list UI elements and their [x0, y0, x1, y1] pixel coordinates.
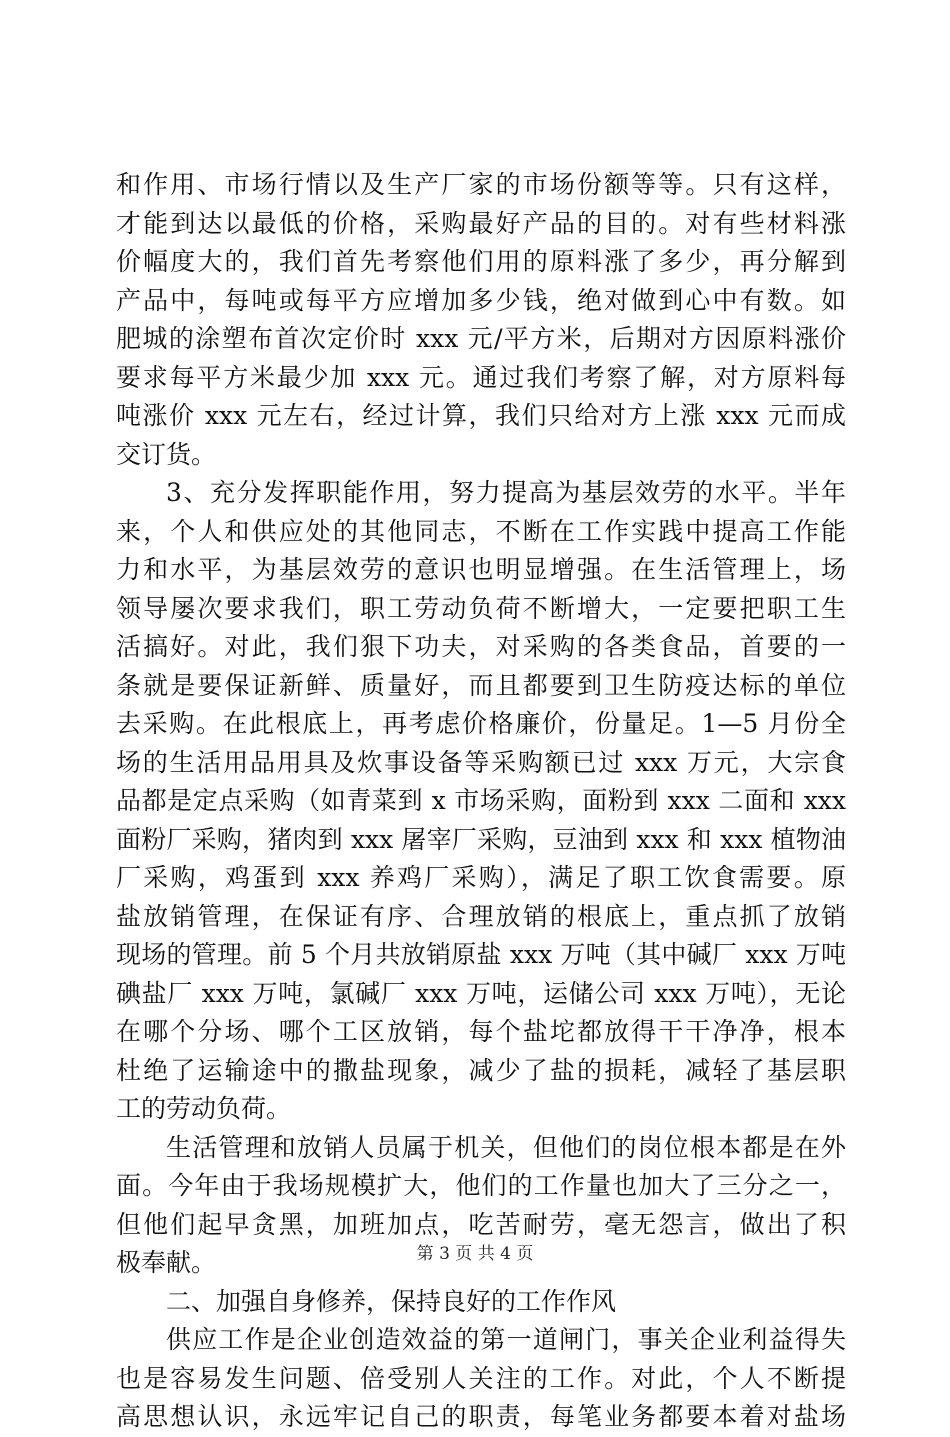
text-line: 来，个人和供应处的其他同志，不断在工作实践中提高工作能 [116, 516, 846, 546]
text-line: 吨涨价 xxx 元左右，经过计算，我们只给对方上涨 xxx 元而成 [116, 401, 846, 430]
text-line: 高思想认识，永远牢记自己的职责，每笔业务都要本着对盐场 [116, 1402, 846, 1431]
text-line: 厂采购，鸡蛋到 xxx 养鸡厂采购），满足了职工饮食需要。原 [116, 863, 846, 892]
text-line: 产品中，每吨或每平方应增加多少钱，绝对做到心中有数。如 [116, 285, 846, 315]
text-line: 活搞好。对此，我们狠下功夫，对采购的各类食品，首要的一 [116, 632, 846, 661]
text-line: 现场的管理。前 5 个月共放销原盐 xxx 万吨（其中碱厂 xxx 万吨 [116, 940, 846, 969]
text-line: 要求每平方米最少加 xxx 元。通过我们考察了解，对方原料每 [116, 362, 846, 392]
page-footer: 第 3 页 共 4 页 [416, 1244, 534, 1264]
text-line: 价幅度大的，我们首先考察他们用的原料涨了多少，再分解到 [116, 247, 846, 276]
paragraph-start-line: 3、充分发挥职能作用，努力提高为基层效劳的水平。半年 [166, 478, 846, 507]
text-line: 交订货。 [116, 439, 217, 469]
text-line: 盐放销管理，在保证有序、合理放销的根底上，重点抓了放销 [116, 901, 846, 931]
text-line: 极奉献。 [116, 1248, 217, 1277]
text-line: 面。今年由于我场规模扩大，他们的工作量也加大了三分之一， [116, 1171, 846, 1200]
text-line: 才能到达以最低的价格，采购最好产品的目的。对有些材料涨 [116, 208, 846, 238]
text-line: 肥城的涂塑布首次定价时 xxx 元/平方米，后期对方因原料涨价 [116, 324, 846, 353]
text-line: 和作用、市场行情以及生产厂家的市场份额等等。只有这样， [116, 170, 846, 199]
text-line: 面粉厂采购，猪肉到 xxx 屠宰厂采购，豆油到 xxx 和 xxx 植物油 [116, 824, 846, 854]
text-line: 在哪个分场、哪个工区放销，每个盐坨都放得干干净净，根本 [116, 1017, 846, 1046]
text-line: 条就是要保证新鲜、质量好，而且都要到卫生防疫达标的单位 [116, 670, 846, 700]
section-heading: 二、加强自身修养，保持良好的工作作风 [166, 1286, 617, 1316]
text-line: 碘盐厂 xxx 万吨，氯碱厂 xxx 万吨，运储公司 xxx 万吨），无论 [116, 978, 846, 1008]
text-line: 场的生活用品用具及炊事设备等采购额已过 xxx 万元，大宗食 [116, 747, 846, 777]
text-line: 也是容易发生问题、倍受别人关注的工作。对此，个人不断提 [116, 1363, 846, 1393]
text-line: 品都是定点采购（如青菜到 x 市场采购，面粉到 xxx 二面和 xxx [116, 786, 846, 815]
text-line: 去采购。在此根底上，再考虑价格廉价，份量足。1—5 月份全 [116, 709, 846, 738]
text-line: 力和水平，为基层效劳的意识也明显增强。在生活管理上，场 [116, 555, 846, 584]
text-line: 但他们起早贪黑，加班加点，吃苦耐劳，毫无怨言，做出了积 [116, 1209, 846, 1239]
paragraph-start-line: 生活管理和放销人员属于机关，但他们的岗位根本都是在外 [166, 1132, 846, 1162]
text-line: 杜绝了运输途中的撒盐现象，减少了盐的损耗，减轻了基层职 [116, 1055, 846, 1085]
text-line: 工的劳动负荷。 [116, 1094, 292, 1123]
paragraph-start-line: 供应工作是企业创造效益的第一道闸门，事关企业利益得失 [166, 1325, 846, 1354]
text-line: 领导屡次要求我们，职工劳动负荷不断增大，一定要把职工生 [116, 593, 846, 623]
